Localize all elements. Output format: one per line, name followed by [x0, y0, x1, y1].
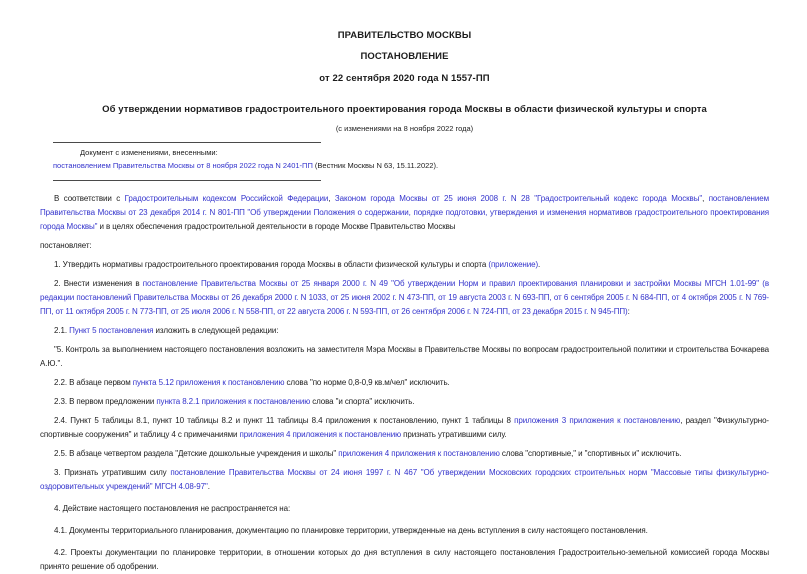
- point-2-1: [40, 324, 769, 338]
- text-run: 4.1. Документы территориального планирования, документацию по планировке территории, утвержденные на день вступления в силу настоящего постановления.: [54, 526, 648, 535]
- inline-link[interactable]: (приложение): [488, 260, 539, 269]
- text-run: слова "и спорта" исключить.: [310, 397, 415, 406]
- point-3: [40, 466, 769, 494]
- point-4-1: [40, 524, 769, 538]
- text-run: ,: [328, 194, 335, 203]
- text-run: :: [627, 307, 630, 316]
- amendment-link[interactable]: постановлением Правительства Москвы от 8 ноября 2022 года N 2401-ПП: [53, 161, 313, 170]
- text-run: , раздел "Физкультурно-спортивные сооружения" и таблицу 4 с примечаниями: [40, 416, 769, 439]
- inline-link[interactable]: приложения 4 приложения к постановлению: [338, 449, 500, 458]
- paragraph-resolves: [40, 239, 769, 253]
- text-run: 2.3. В первом предложении: [54, 397, 157, 406]
- point-2-5: [40, 447, 769, 461]
- header-organization: ПРАВИТЕЛЬСТВО МОСКВЫ: [337, 30, 472, 41]
- inline-link[interactable]: постановление Правительства Москвы от 25 января 2000 г. N 49 "Об утверждении Норм и правил проектирования планировки и застройки Москвы МГСН 1.01-99" (в редакции постановлений Правительства Москвы от 26 декабря 2000 г. N 1033, от 25 июня 2002 г. N 473-ПП, от 19 августа 2003 г. N 693-ПП, от 6 сентября 2005 г. N 684-ПП, от 4 октября 2005 г. N 769-ПП, от 11 октября 2005 г. N 773-ПП, от 25 июля 2006 г. N 558-ПП, от 22 августа 2006 г. N 593-ПП, от 26 сентября 2006 г. N 724-ПП, от 23 декабря 2015 г. N 945-ПП): [40, 279, 769, 316]
- text-run: 4. Действие настоящего постановления не распространяется на:: [54, 504, 291, 513]
- inline-link[interactable]: пункта 5.12 приложения к постановлению: [132, 378, 285, 387]
- text-run: 2. Внести изменения в: [54, 279, 143, 288]
- paragraph-preamble: [40, 192, 769, 234]
- inline-link[interactable]: постановлением Правительства Москвы от 23 декабря 2014 г. N 801-ПП "Об утверждении Положения о содержании, порядке подготовки, утверждения и изменения нормативов градостроительного проектирования города Москвы": [40, 194, 769, 231]
- point-2-3: [40, 395, 769, 409]
- text-run: признать утратившими силу.: [401, 430, 507, 439]
- text-run: "5. Контроль за выполнением настоящего постановления возложить на заместителя Мэра Москвы в Правительстве Москвы по вопросам градостроительной политики и строительства Бочкарева А.Ю.".: [40, 345, 769, 368]
- text-run: и в целях обеспечения градостроительной деятельности в городе Москве Правительство Москвы: [97, 222, 456, 231]
- divider-line-top: [53, 142, 321, 143]
- inline-link[interactable]: постановление Правительства Москвы от 24 июня 1997 г. N 467 "Об утверждении Московских городских строительных норм "Массовые типы физкультурно-оздоровительных учреждений" МГСН 4.08-97": [40, 468, 769, 491]
- header-document-type: ПОСТАНОВЛЕНИЕ: [360, 51, 449, 62]
- text-run: постановляет:: [40, 241, 92, 250]
- text-run: 1. Утвердить нормативы градостроительного проектирования города Москвы в области физической культуры и спорта: [54, 260, 489, 269]
- amendments-intro: Документ с изменениями, внесенными:: [80, 148, 218, 157]
- divider-line-bottom: [53, 180, 321, 181]
- point-2-4: [40, 414, 769, 442]
- text-run: 4.2. Проекты документации по планировке территории, в отношении которых до дня вступления в силу настоящего постановления Градостроительно-земельной комиссией города Москвы принято решение об одобрении.: [40, 548, 769, 571]
- amendments-box: [53, 142, 769, 181]
- inline-link[interactable]: приложения 4 приложения к постановлению: [239, 430, 402, 439]
- point-2: [40, 277, 769, 319]
- text-run: 3. Признать утратившим силу: [54, 468, 171, 477]
- text-run: .: [207, 482, 210, 491]
- text-run: 2.4. Пункт 5 таблицы 8.1, пункт 10 таблицы 8.2 и пункт 11 таблицы 8.4 приложения к постановлению, пункт 1 таблицы 8: [54, 416, 515, 425]
- text-run: изложить в следующей редакции:: [153, 326, 279, 335]
- inline-link[interactable]: Пункт 5 постановления: [69, 326, 154, 335]
- inline-link[interactable]: пункта 8.2.1 приложения к постановлению: [156, 397, 311, 406]
- text-run: 2.5. В абзаце четвертом раздела "Детские дошкольные учреждения и школы": [54, 449, 339, 458]
- text-run: 2.2. В абзаце первом: [54, 378, 133, 387]
- amendments-line: [53, 159, 769, 172]
- quote-point-5: [40, 343, 769, 371]
- point-4: [40, 502, 769, 516]
- text-run: слова "спортивные," и "спортивных и" исключить.: [499, 449, 682, 458]
- text-run: слова "по норме 0,8-0,9 кв.м/чел" исключить.: [284, 378, 450, 387]
- document-title: Об утверждении нормативов градостроительного проектирования города Москвы в области физической культуры и спорта: [102, 104, 707, 115]
- inline-link[interactable]: Законом города Москвы от 25 июня 2008 г. N 28 "Градостроительный кодекс города Москвы": [334, 194, 703, 203]
- amendment-source: (Вестник Москвы N 63, 15.11.2022).: [312, 161, 439, 170]
- document-body: [40, 192, 769, 574]
- inline-link[interactable]: Градостроительным кодексом Российской Федерации: [124, 194, 329, 203]
- text-run: .: [538, 260, 541, 269]
- text-run: В соответствии с: [54, 194, 125, 203]
- point-2-2: [40, 376, 769, 390]
- text-run: 2.1.: [54, 326, 70, 335]
- header-date-number: от 22 сентября 2020 года N 1557-ПП: [319, 73, 490, 84]
- text-run: ,: [702, 194, 709, 203]
- point-1: [40, 258, 769, 272]
- point-4-2: [40, 546, 769, 574]
- revision-note: (с изменениями на 8 ноября 2022 года): [335, 124, 474, 133]
- inline-link[interactable]: приложения 3 приложения к постановлению: [514, 416, 681, 425]
